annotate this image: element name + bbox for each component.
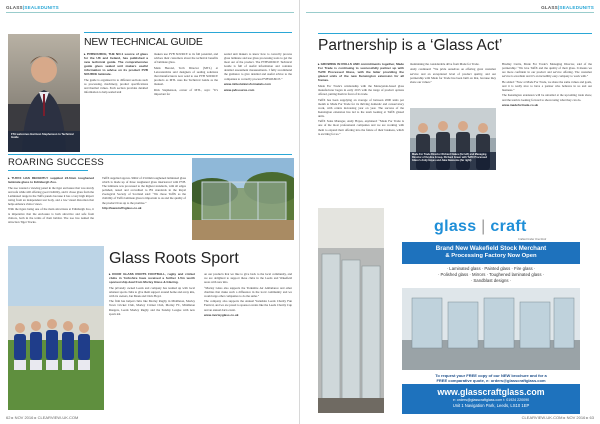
- advert-contact-panel: [402, 384, 580, 414]
- partnership-photo-caption: Made For Trade Director Richard Oakes (far left) and Managing Director of Keyline Group, Richard Green with TuffX Processed Glass’s Andy Hayes and Jake Newsome (far right): [412, 153, 487, 162]
- technical-guide-paragraph: Rick Stephenson, owner of MTL, says: “It’s important for: [154, 87, 218, 96]
- partnership-column-1: [318, 62, 404, 137]
- technical-guide-column-1: [84, 52, 148, 96]
- running-head-suffix: |SEALEDUNITS: [557, 5, 594, 10]
- roaring-success-lead: ▸ TUFFX HAS RECENTLY supplied 23.6mm toughened laminate glass to Edinburgh Zoo.: [8, 176, 94, 185]
- glasscraft-logo: [434, 218, 527, 236]
- technical-guide-rule: [84, 32, 292, 33]
- roaring-success-paragraph: The zoo wanted a viewing panel in the tiger enclosure that was sturdy and safe while still offering good visibility, and it chose glass from the Laminated range in the Tuffx panels because it has a very high impact rating from an independent test body, and a low visual distortion that helps enhance visitor views.: [8, 185, 94, 206]
- partnership-paragraph: Andy continued: “We pride ourselves on offering great customer service and an exceptional level of product quality, and our partnership with Made for Trade has been built on that, because they share our values.”: [410, 67, 496, 84]
- roaring-success-link[interactable]: http://www.tuffxglass.co.uk: [102, 206, 142, 211]
- advert-offer-line-1: To request your FREE copy of our NEW brochure and for a: [435, 373, 547, 378]
- roaring-success-column-1: [8, 176, 94, 225]
- logo-word-craft: craft: [490, 218, 527, 235]
- partnership-paragraph: Made For Trade’s relationship with the Merseyside-based glass manufacturer began in early 2015 with the range of product options offered, putting them in front of its trade.: [318, 83, 404, 97]
- partnership-paragraph: Bradley Curtis, Made For Trade’s Managing Director, said of the partnership: “We love TuffX and the quality of their glass. It means we are more confident in our product and service offering. The customer service is excellent and it’s an incredibly easy company to work with.”: [502, 62, 592, 79]
- technical-guide-paragraph: sealed unit makers to know how to correctly process glass laminate and use glass processing tools to get the most out of the product. The PVBSOURCE Technical Guide is full of useful information and contains detailed assessment measurements. I fully recommend the guidance to give detailed and useful advice to the companies to correctly process PVBSOURCE.”: [224, 52, 292, 81]
- partnership-heading: Partnership is a ‘Glass Act’: [318, 37, 503, 54]
- partnership-rule: [318, 33, 592, 34]
- technical-guide-paragraph: makers use PVB SOURCE to its full potential, and advises their customers about the technical benefits of laminate glass.: [154, 52, 218, 65]
- running-head-rule: [306, 12, 594, 13]
- page-folio-left: 62 ▸ NOV 2016 ▸ CLEARVIEW-UK.COM: [6, 415, 79, 420]
- roaring-success-heading: ROARING SUCCESS: [8, 157, 104, 168]
- advert-offer-line-2: FREE comparative quote, e: orders@glasscraftglass.com: [436, 378, 546, 383]
- glass-roots-link[interactable]: www.morleyglass.co.uk: [204, 313, 239, 318]
- partnership-column-3: [502, 62, 592, 109]
- partnership-paragraph: maintaining the considerable drive from Made for Trade.: [410, 62, 480, 66]
- technical-guide-paragraph: Mark Herond, Tech Director (MTL) at Leicestershire said designers of sealing solutions that manufacturers now send to use PVB SOURCE products as MTL uses the Technical Guide as the manual.: [154, 65, 218, 87]
- football-team-photo: [8, 246, 104, 410]
- advert-product-line: · Sandblast designs ·: [470, 278, 512, 284]
- running-head-prefix: GLASS: [541, 5, 558, 10]
- partnership-column-2: [410, 62, 496, 85]
- sports-team-illustration: [8, 246, 104, 410]
- technical-guide-heading: NEW TECHNICAL GUIDE: [84, 36, 203, 48]
- running-head-right: [541, 5, 594, 10]
- technical-guide-paragraph: The guide is organised in to different sections such as processing, machinery, product specifications and thermal values. Each section provides detailed information to help sealed unit: [84, 77, 148, 95]
- running-head-suffix: |SEALEDUNITS: [22, 5, 59, 10]
- advert-product-line: · Polished glass · Mirrors · Toughened laminated glass ·: [437, 272, 545, 278]
- roaring-success-column-2: [102, 176, 186, 212]
- roaring-success-rule: [8, 154, 292, 155]
- running-head-left: [6, 5, 59, 10]
- glass-roots-lead: ▸ DOUR GLASS ROOTS FOOTBALL, rugby and cricket clubs in Yorkshire have received a further 1.5m worth sponsorship deal from Morley Glass & Glazing.: [109, 272, 195, 285]
- advert-address: Unit 1 Navigation Park, Leeds, LS10 1EP: [452, 403, 530, 408]
- showroom-photo: [318, 208, 384, 413]
- page-folio-right: CLEARVIEW-UK.COM ▸ NOV 2016 ▸ 63: [521, 415, 594, 420]
- advert-banner-line-2: & Processing Factory Now Open: [445, 253, 537, 259]
- glass-roots-column-1: [109, 272, 195, 317]
- roaring-success-paragraph: With the tigers being one of the main attractions at Edinburgh Zoo, it is imperative that the enclosure is both attractive and safe from visitors, both in the terms of their habitat. The zoo has named the attraction Tiger Tracks.: [8, 207, 94, 224]
- glass-racks-illustration: [318, 208, 384, 413]
- glass-roots-heading: Glass Roots Sport: [109, 250, 239, 267]
- glass-roots-paragraph: The privately owned Leeds and company has teamed up with local amateur sports clubs to give them support around home and away kits, with its owners, Ian Meek and Chris Boyd.: [109, 285, 195, 298]
- technical-guide-photo: [8, 34, 80, 152]
- running-head-prefix: GLASS: [6, 5, 23, 10]
- tiger-enclosure-photo: [192, 158, 294, 240]
- partnership-paragraph: The Kensington extension will be unveiled at the upcoming trade show, and the team is looking forward to showcasing what they can do.: [502, 93, 592, 102]
- glass-roots-paragraph: The firm has helped clubs like Morley Rugby in Middleton, Morley Town Cricket Club, Morley Cricket Club, Morley FC, Middleton Rangers, Leeds Morley Rugby and the Sunday League with new sports kit.: [109, 299, 195, 316]
- technical-guide-column-3: [224, 52, 292, 93]
- partnership-paragraph: TuffX Sales Manager, Andy Hayes, explained: “Made For Trade is one of the most professional companies and we are working with them to expand their offering into the future of their business, which is exciting for us.”: [318, 119, 404, 136]
- advert-offer: [402, 373, 580, 383]
- logo-separator: |: [481, 218, 486, 235]
- roaring-success-underline: [8, 170, 88, 171]
- advert-product-line: · Laminated glass · Painted glass · Fire glass ·: [446, 266, 536, 271]
- advert-website-link[interactable]: www.glasscraftglass.com: [437, 387, 545, 397]
- technical-guide-link[interactable]: www.pvbsource.com: [224, 87, 255, 92]
- zoo-glass-enclosure-illustration: [192, 158, 294, 240]
- glass-shop-illustration: [402, 288, 580, 370]
- technical-guide-column-2: [154, 52, 218, 97]
- partnership-paragraph: TuffX has been supplying an average of between 2000 units per month to Made For Trade for its thriving domestic and conservatory work, with orders increasing year on year. The success of the Kensington extension has led to the team looking at TuffX glazed units.: [318, 97, 404, 118]
- partnership-link[interactable]: www.madefortrade.co.uk: [502, 103, 539, 108]
- partnership-photo: [410, 108, 496, 170]
- technical-guide-lead: ▸ PVBSOURCE, THE NO.1 source of glass for the UK and Ireland, has published a new technical guide. The comprehensive guide gives sealed unit makers useful information to advise on its product PVB SOURCE laminate.: [84, 52, 148, 77]
- advert-banner: [402, 242, 580, 264]
- advert-contact-details: e: orders@glasscraftglass.com t: 01924 220090: [452, 398, 530, 402]
- advert-tagline: Crafted Under One Roof: [518, 238, 547, 241]
- partnership-lead: ▸ GROWING IN ROLLS AND commitments together, Made For Trade is continuing to successfully partner up with TuffX Processed Glass, with the latter providing the glazed units of the new Kensington extension for all frames.: [318, 62, 404, 83]
- roaring-success-paragraph: TuffX supplied approx. 90m2 of 23.6mm toughened laminated glass which is made up of three toughened glass interleaved with PVB. The laminate was processed to the highest standards, with all edges polished, tested and accredited to BS standards in the Royal Zoological Society of Scotland said: “We chose TuffX as the visibility of Tuffx laminate glass is important to us and the quality of the product lives up to the promise.”: [102, 176, 186, 205]
- partnership-paragraph: He added: “Now at Made For Trade, we share the same values and goals, and it is really nice to have a partner who believes in us and our business.”: [502, 79, 592, 92]
- glass-roots-paragraph: The company also supports the Annual Yorkshire Leeds Charity Fun Festival, and we are proud to sponsor events like the Leeds Charity Cup and an annual darts event.: [204, 299, 292, 312]
- logo-word-glass: glass: [434, 218, 477, 235]
- glass-roots-column-2: [204, 272, 292, 319]
- glass-roots-paragraph: on our products that we like to give back to the local community, and we are delighted to support these clubs in the Leeds and Wakefield areas with new kits.: [204, 272, 292, 285]
- glasscraft-advert: [388, 208, 594, 413]
- technical-guide-photo-caption: FTA welcomes Harrison Stephenson to Technical Guide: [11, 133, 74, 140]
- advert-product-list: [402, 266, 580, 284]
- running-head-rule: [6, 12, 294, 13]
- advert-banner-line-1: Brand New Wakefield Stock Merchant: [435, 245, 547, 252]
- technical-guide-link[interactable]: www.mtlsolutionsformetals.com: [224, 82, 271, 87]
- glass-roots-paragraph: “Morley Glass also supports the Yorkshire Air Ambulance and other charities that make such a difference in the local community and we would urge other companies to do the same.”: [204, 285, 292, 298]
